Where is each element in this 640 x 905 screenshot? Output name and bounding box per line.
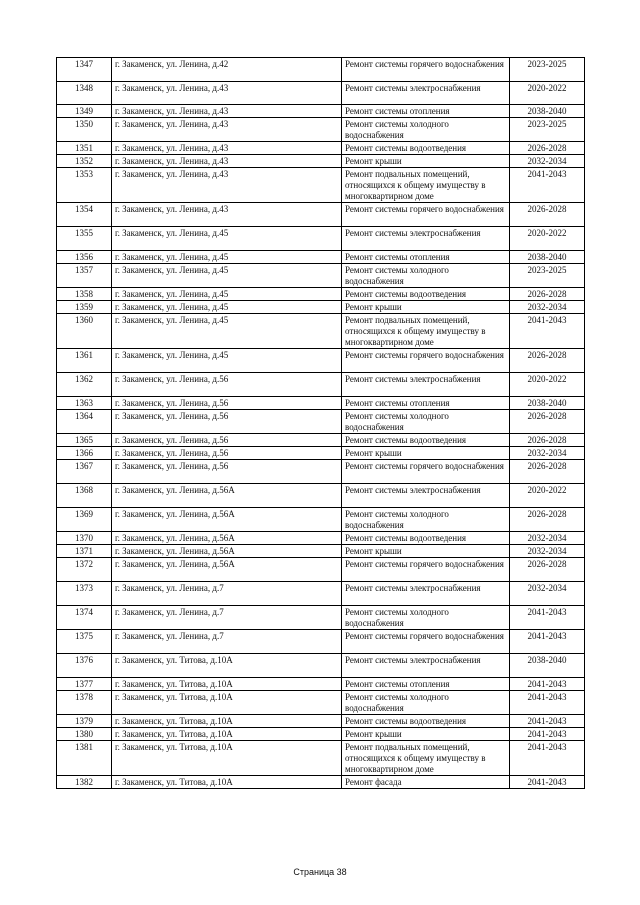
row-number: 1378 <box>57 691 112 715</box>
row-address: г. Закаменск, ул. Ленина, д.43 <box>112 203 342 227</box>
row-work-type: Ремонт системы водоотведения <box>342 434 510 447</box>
table-row <box>57 434 585 447</box>
row-period: 2023-2025 <box>510 264 585 288</box>
row-period: 2038-2040 <box>510 397 585 410</box>
table-row <box>57 288 585 301</box>
row-number: 1362 <box>57 373 112 397</box>
table-row <box>57 460 585 484</box>
row-address: г. Закаменск, ул. Ленина, д.43 <box>112 155 342 168</box>
row-work-type: Ремонт системы горячего водоснабжения <box>342 349 510 373</box>
row-number: 1382 <box>57 776 112 789</box>
row-work-type: Ремонт системы горячего водоснабжения <box>342 558 510 582</box>
row-work-type: Ремонт системы электроснабжения <box>342 484 510 508</box>
table-row <box>57 630 585 654</box>
row-period: 2023-2025 <box>510 58 585 82</box>
row-period: 2032-2034 <box>510 582 585 606</box>
row-work-type: Ремонт системы отопления <box>342 678 510 691</box>
table-row <box>57 678 585 691</box>
row-period: 2041-2043 <box>510 728 585 741</box>
row-period: 2032-2034 <box>510 447 585 460</box>
row-work-type: Ремонт подвальных помещений, относящихся к общему имуществу в многоквартирном доме <box>342 168 510 203</box>
row-address: г. Закаменск, ул. Ленина, д.43 <box>112 82 342 105</box>
row-period: 2032-2034 <box>510 155 585 168</box>
row-work-type: Ремонт крыши <box>342 728 510 741</box>
row-period: 2041-2043 <box>510 776 585 789</box>
row-period: 2041-2043 <box>510 715 585 728</box>
row-number: 1373 <box>57 582 112 606</box>
table-row <box>57 741 585 776</box>
row-number: 1379 <box>57 715 112 728</box>
row-address: г. Закаменск, ул. Ленина, д.56А <box>112 484 342 508</box>
row-address: г. Закаменск, ул. Ленина, д.45 <box>112 314 342 349</box>
row-address: г. Закаменск, ул. Титова, д.10А <box>112 776 342 789</box>
repair-schedule-table <box>56 57 585 789</box>
row-number: 1369 <box>57 508 112 532</box>
row-number: 1365 <box>57 434 112 447</box>
row-work-type: Ремонт подвальных помещений, относящихся к общему имуществу в многоквартирном доме <box>342 741 510 776</box>
row-address: г. Закаменск, ул. Ленина, д.7 <box>112 582 342 606</box>
row-address: г. Закаменск, ул. Ленина, д.56 <box>112 434 342 447</box>
row-work-type: Ремонт системы холодного водоснабжения <box>342 264 510 288</box>
table-row <box>57 264 585 288</box>
row-period: 2026-2028 <box>510 203 585 227</box>
row-period: 2041-2043 <box>510 314 585 349</box>
row-work-type: Ремонт системы горячего водоснабжения <box>342 630 510 654</box>
row-number: 1357 <box>57 264 112 288</box>
row-work-type: Ремонт системы горячего водоснабжения <box>342 460 510 484</box>
row-work-type: Ремонт системы отопления <box>342 251 510 264</box>
row-address: г. Закаменск, ул. Ленина, д.56 <box>112 460 342 484</box>
row-work-type: Ремонт крыши <box>342 447 510 460</box>
row-period: 2026-2028 <box>510 558 585 582</box>
row-address: г. Закаменск, ул. Ленина, д.45 <box>112 227 342 251</box>
row-work-type: Ремонт системы электроснабжения <box>342 654 510 678</box>
row-address: г. Закаменск, ул. Ленина, д.43 <box>112 118 342 142</box>
row-work-type: Ремонт подвальных помещений, относящихся к общему имуществу в многоквартирном доме <box>342 314 510 349</box>
row-period: 2038-2040 <box>510 105 585 118</box>
table-row <box>57 532 585 545</box>
row-address: г. Закаменск, ул. Ленина, д.45 <box>112 264 342 288</box>
table-row <box>57 397 585 410</box>
row-work-type: Ремонт системы электроснабжения <box>342 227 510 251</box>
row-period: 2026-2028 <box>510 460 585 484</box>
row-address: г. Закаменск, ул. Ленина, д.43 <box>112 168 342 203</box>
row-number: 1371 <box>57 545 112 558</box>
row-number: 1353 <box>57 168 112 203</box>
row-number: 1363 <box>57 397 112 410</box>
row-address: г. Закаменск, ул. Ленина, д.56А <box>112 545 342 558</box>
row-number: 1351 <box>57 142 112 155</box>
row-work-type: Ремонт системы электроснабжения <box>342 82 510 105</box>
row-work-type: Ремонт системы холодного водоснабжения <box>342 118 510 142</box>
row-address: г. Закаменск, ул. Ленина, д.43 <box>112 142 342 155</box>
table-row <box>57 410 585 434</box>
row-work-type: Ремонт системы холодного водоснабжения <box>342 508 510 532</box>
row-period: 2026-2028 <box>510 434 585 447</box>
row-period: 2026-2028 <box>510 142 585 155</box>
row-number: 1374 <box>57 606 112 630</box>
row-period: 2026-2028 <box>510 349 585 373</box>
row-work-type: Ремонт крыши <box>342 545 510 558</box>
row-address: г. Закаменск, ул. Ленина, д.7 <box>112 630 342 654</box>
table-row <box>57 251 585 264</box>
row-work-type: Ремонт системы отопления <box>342 397 510 410</box>
table-row <box>57 227 585 251</box>
page-number: Страница 38 <box>293 867 347 877</box>
table-row <box>57 118 585 142</box>
row-number: 1372 <box>57 558 112 582</box>
table-row <box>57 691 585 715</box>
row-address: г. Закаменск, ул. Титова, д.10А <box>112 741 342 776</box>
table-row <box>57 484 585 508</box>
row-work-type: Ремонт системы холодного водоснабжения <box>342 410 510 434</box>
table-row <box>57 168 585 203</box>
row-period: 2023-2025 <box>510 118 585 142</box>
row-period: 2032-2034 <box>510 545 585 558</box>
table-row <box>57 715 585 728</box>
row-period: 2041-2043 <box>510 630 585 654</box>
row-period: 2020-2022 <box>510 227 585 251</box>
row-address: г. Закаменск, ул. Титова, д.10А <box>112 691 342 715</box>
row-number: 1347 <box>57 58 112 82</box>
row-number: 1364 <box>57 410 112 434</box>
row-address: г. Закаменск, ул. Ленина, д.45 <box>112 301 342 314</box>
row-work-type: Ремонт системы водоотведения <box>342 288 510 301</box>
row-work-type: Ремонт крыши <box>342 301 510 314</box>
table-row <box>57 203 585 227</box>
row-number: 1352 <box>57 155 112 168</box>
row-number: 1359 <box>57 301 112 314</box>
row-address: г. Закаменск, ул. Титова, д.10А <box>112 715 342 728</box>
row-number: 1358 <box>57 288 112 301</box>
row-period: 2026-2028 <box>510 288 585 301</box>
row-address: г. Закаменск, ул. Ленина, д.45 <box>112 349 342 373</box>
row-address: г. Закаменск, ул. Ленина, д.56А <box>112 508 342 532</box>
row-work-type: Ремонт системы отопления <box>342 105 510 118</box>
row-work-type: Ремонт системы горячего водоснабжения <box>342 203 510 227</box>
row-address: г. Закаменск, ул. Титова, д.10А <box>112 678 342 691</box>
row-period: 2020-2022 <box>510 484 585 508</box>
row-work-type: Ремонт системы электроснабжения <box>342 582 510 606</box>
table-row <box>57 301 585 314</box>
row-number: 1370 <box>57 532 112 545</box>
row-address: г. Закаменск, ул. Ленина, д.42 <box>112 58 342 82</box>
table-row <box>57 349 585 373</box>
table-row <box>57 155 585 168</box>
table-row <box>57 142 585 155</box>
row-number: 1356 <box>57 251 112 264</box>
row-number: 1366 <box>57 447 112 460</box>
row-number: 1375 <box>57 630 112 654</box>
table-row <box>57 728 585 741</box>
row-address: г. Закаменск, ул. Ленина, д.56 <box>112 373 342 397</box>
row-address: г. Закаменск, ул. Титова, д.10А <box>112 728 342 741</box>
row-number: 1361 <box>57 349 112 373</box>
row-work-type: Ремонт системы водоотведения <box>342 142 510 155</box>
table-row <box>57 82 585 105</box>
row-work-type: Ремонт системы горячего водоснабжения <box>342 58 510 82</box>
table-row <box>57 545 585 558</box>
row-work-type: Ремонт системы водоотведения <box>342 532 510 545</box>
table-row <box>57 508 585 532</box>
row-number: 1348 <box>57 82 112 105</box>
row-work-type: Ремонт системы холодного водоснабжения <box>342 606 510 630</box>
table-row <box>57 105 585 118</box>
table-row <box>57 373 585 397</box>
row-number: 1360 <box>57 314 112 349</box>
row-work-type: Ремонт системы водоотведения <box>342 715 510 728</box>
table-row <box>57 606 585 630</box>
row-period: 2038-2040 <box>510 654 585 678</box>
row-period: 2041-2043 <box>510 741 585 776</box>
row-work-type: Ремонт крыши <box>342 155 510 168</box>
table-row <box>57 776 585 789</box>
row-address: г. Закаменск, ул. Ленина, д.45 <box>112 251 342 264</box>
table-row <box>57 58 585 82</box>
row-period: 2026-2028 <box>510 508 585 532</box>
row-period: 2041-2043 <box>510 606 585 630</box>
table-row <box>57 582 585 606</box>
row-address: г. Закаменск, ул. Ленина, д.43 <box>112 105 342 118</box>
table-body <box>57 58 585 789</box>
row-period: 2041-2043 <box>510 168 585 203</box>
row-address: г. Закаменск, ул. Ленина, д.56А <box>112 558 342 582</box>
row-address: г. Закаменск, ул. Ленина, д.56 <box>112 447 342 460</box>
row-period: 2020-2022 <box>510 373 585 397</box>
row-period: 2041-2043 <box>510 678 585 691</box>
row-number: 1354 <box>57 203 112 227</box>
row-number: 1380 <box>57 728 112 741</box>
row-period: 2038-2040 <box>510 251 585 264</box>
row-work-type: Ремонт системы холодного водоснабжения <box>342 691 510 715</box>
row-number: 1355 <box>57 227 112 251</box>
row-work-type: Ремонт системы электроснабжения <box>342 373 510 397</box>
row-address: г. Закаменск, ул. Ленина, д.56А <box>112 532 342 545</box>
table-row <box>57 314 585 349</box>
row-number: 1368 <box>57 484 112 508</box>
row-number: 1377 <box>57 678 112 691</box>
row-number: 1367 <box>57 460 112 484</box>
row-address: г. Закаменск, ул. Ленина, д.56 <box>112 410 342 434</box>
row-number: 1376 <box>57 654 112 678</box>
row-number: 1381 <box>57 741 112 776</box>
row-number: 1350 <box>57 118 112 142</box>
table-row <box>57 654 585 678</box>
row-address: г. Закаменск, ул. Титова, д.10А <box>112 654 342 678</box>
row-period: 2020-2022 <box>510 82 585 105</box>
row-period: 2032-2034 <box>510 301 585 314</box>
row-period: 2041-2043 <box>510 691 585 715</box>
row-work-type: Ремонт фасада <box>342 776 510 789</box>
row-address: г. Закаменск, ул. Ленина, д.7 <box>112 606 342 630</box>
row-number: 1349 <box>57 105 112 118</box>
row-address: г. Закаменск, ул. Ленина, д.56 <box>112 397 342 410</box>
row-address: г. Закаменск, ул. Ленина, д.45 <box>112 288 342 301</box>
table-row <box>57 558 585 582</box>
row-period: 2032-2034 <box>510 532 585 545</box>
table-row <box>57 447 585 460</box>
row-period: 2026-2028 <box>510 410 585 434</box>
